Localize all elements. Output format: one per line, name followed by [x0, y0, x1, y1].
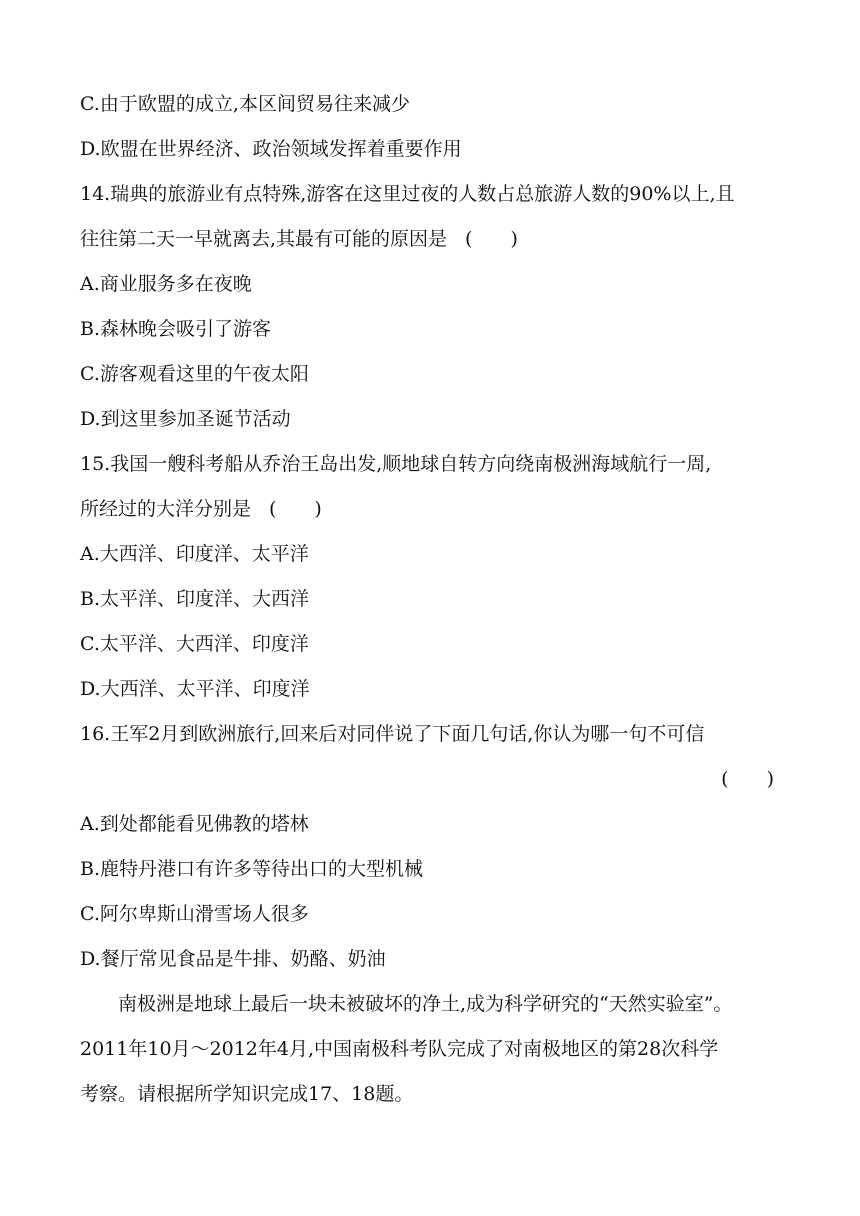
q16-answer-bracket: ( )	[721, 768, 774, 790]
q16-stem-line1: 16.王军2月到欧洲旅行,回来后对同伴说了下面几句话,你认为哪一句不可信	[80, 723, 705, 745]
q16-option-b: B.鹿特丹港口有许多等待出口的大型机械	[80, 858, 424, 880]
q15-option-a: A.大西洋、印度洋、太平洋	[80, 543, 309, 565]
intro-line3: 考察。请根据所学知识完成17、18题。	[80, 1083, 414, 1105]
q14-stem-line1: 14.瑞典的旅游业有点特殊,游客在这里过夜的人数占总旅游人数的90%以上,且	[80, 183, 735, 205]
q14-option-a: A.商业服务多在夜晚	[80, 273, 252, 295]
q15-option-b: B.太平洋、印度洋、大西洋	[80, 588, 310, 610]
q14-stem-line2	[80, 217, 780, 262]
q15-option-c: C.太平洋、大西洋、印度洋	[80, 633, 309, 655]
q15-stem-line2	[80, 487, 780, 532]
q13-option-d: D.欧盟在世界经济、政治领域发挥着重要作用	[80, 138, 462, 160]
q15-stem-line1: 15.我国一艘科考船从乔治王岛出发,顺地球自转方向绕南极洲海域航行一周,	[80, 453, 712, 475]
q16-option-c: C.阿尔卑斯山滑雪场人很多	[80, 903, 309, 925]
q16-option-a: A.到处都能看见佛教的塔林	[80, 813, 309, 835]
q15-option-d: D.大西洋、太平洋、印度洋	[80, 678, 310, 700]
intro-line1: 南极洲是地球上最后一块未被破坏的净土,成为科学研究的“天然实验室”。	[118, 993, 733, 1015]
q13-option-c: C.由于欧盟的成立,本区间贸易往来减少	[80, 93, 410, 115]
q14-option-c: C.游客观看这里的午夜太阳	[80, 363, 309, 385]
document-page	[80, 82, 780, 1117]
q14-option-d: D.到这里参加圣诞节活动	[80, 408, 291, 430]
q15-stem-text: 所经过的大洋分别是	[80, 498, 252, 520]
q14-stem-text: 往往第二天一早就离去,其最有可能的原因是	[80, 228, 448, 250]
q15-answer-bracket: ( )	[269, 498, 322, 520]
q14-option-b: B.森林晚会吸引了游客	[80, 318, 272, 340]
intro-line2: 2011年10月～2012年4月,中国南极科考队完成了对南极地区的第28次科学	[80, 1038, 719, 1060]
q16-option-d: D.餐厅常见食品是牛排、奶酪、奶油	[80, 948, 386, 970]
q14-answer-bracket: ( )	[465, 228, 518, 250]
